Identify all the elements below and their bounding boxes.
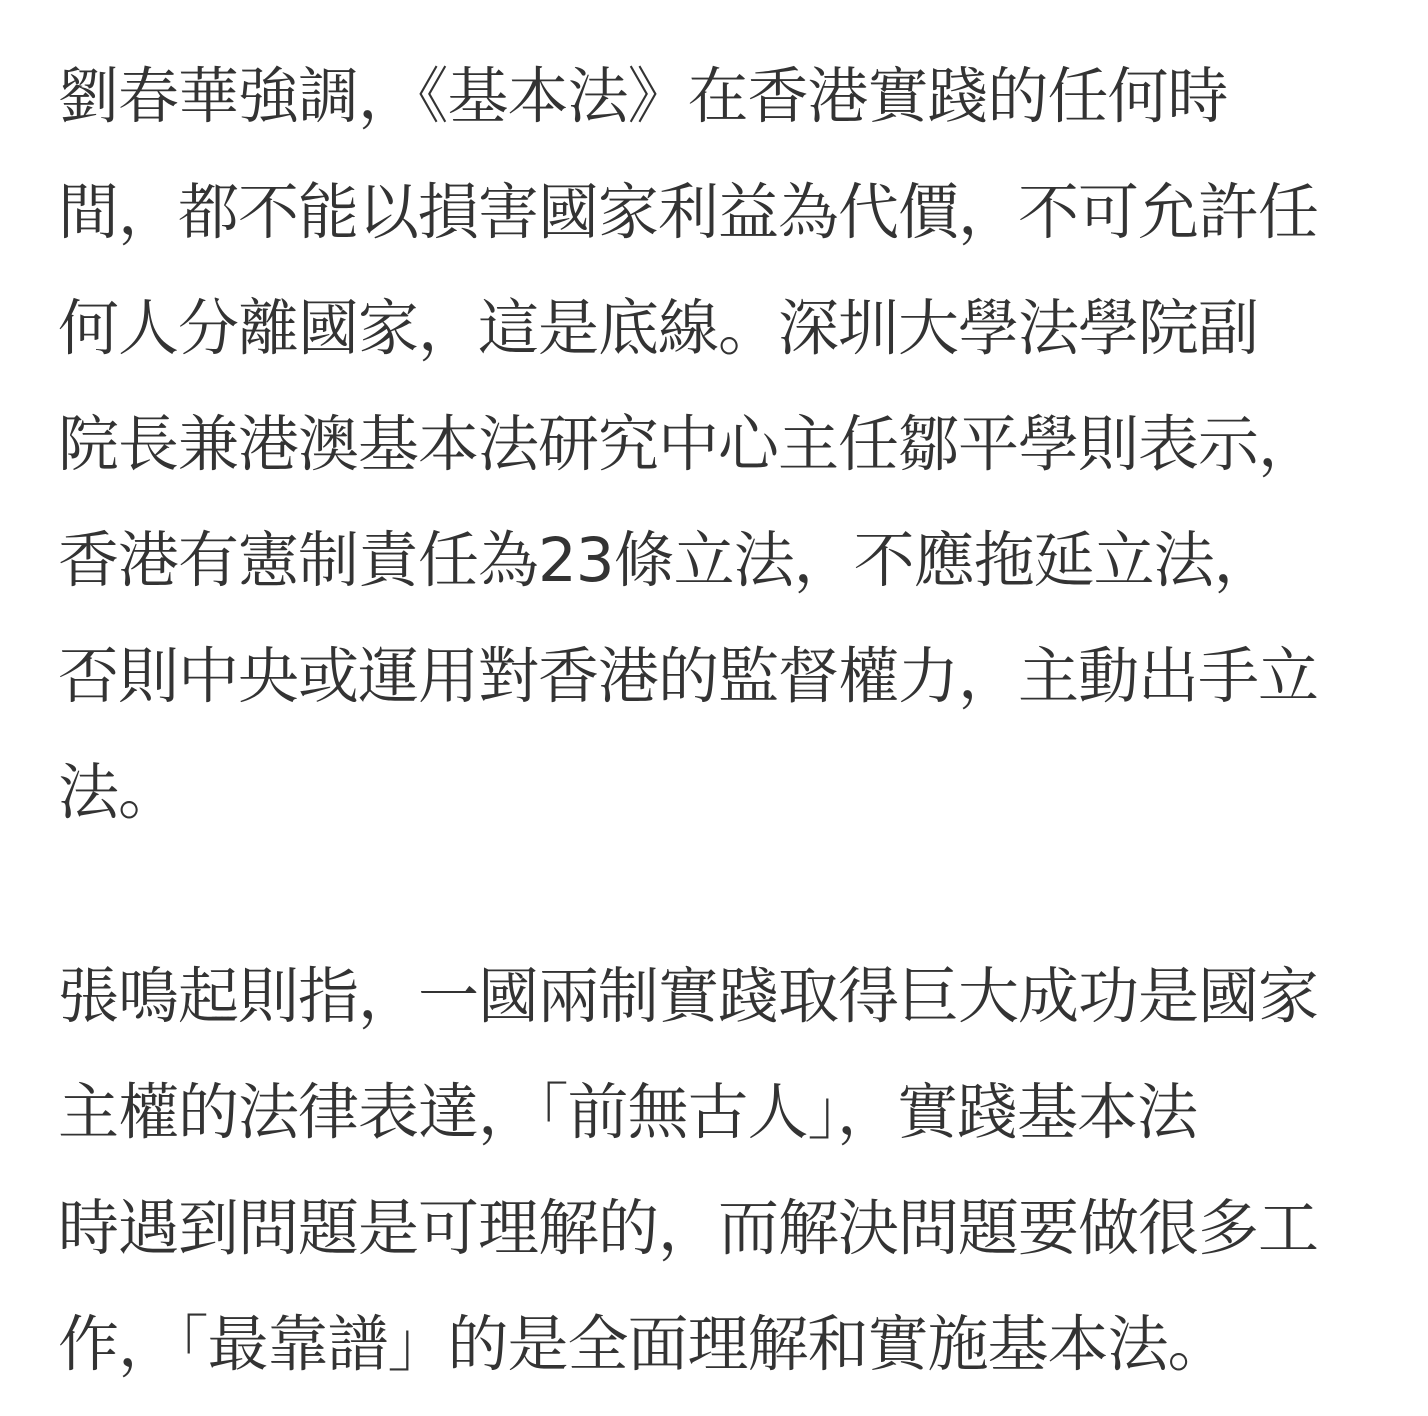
text-line: 劉春華強調，《基本法》在香港實踐的任何時 [58,61,1228,132]
paragraph-2 [58,939,1368,1403]
paragraph-1 [58,39,1368,851]
text-line: 院長兼港澳基本法研究中心主任鄒平學則表示， [58,409,1319,480]
text-line: 何人分離國家，這是底線。深圳大學法學院副 [58,293,1259,364]
text-line: 法。 [58,757,179,828]
text-line: 作，「最靠譜」的是全面理解和實施基本法。 [58,1309,1228,1380]
article-body [58,39,1368,1403]
text-line: 主權的法律表達，「前無古人」，實踐基本法 [58,1077,1198,1148]
text-line: 張鳴起則指，一國兩制實踐取得巨大成功是國家 [58,961,1319,1032]
text-line: 間，都不能以損害國家利益為代價，不可允許任 [58,177,1319,248]
text-line: 時遇到問題是可理解的，而解決問題要做很多工 [58,1193,1319,1264]
text-line: 香港有憲制責任為23條立法，不應拖延立法， [58,525,1274,596]
text-line: 否則中央或運用對香港的監督權力，主動出手立 [58,641,1319,712]
